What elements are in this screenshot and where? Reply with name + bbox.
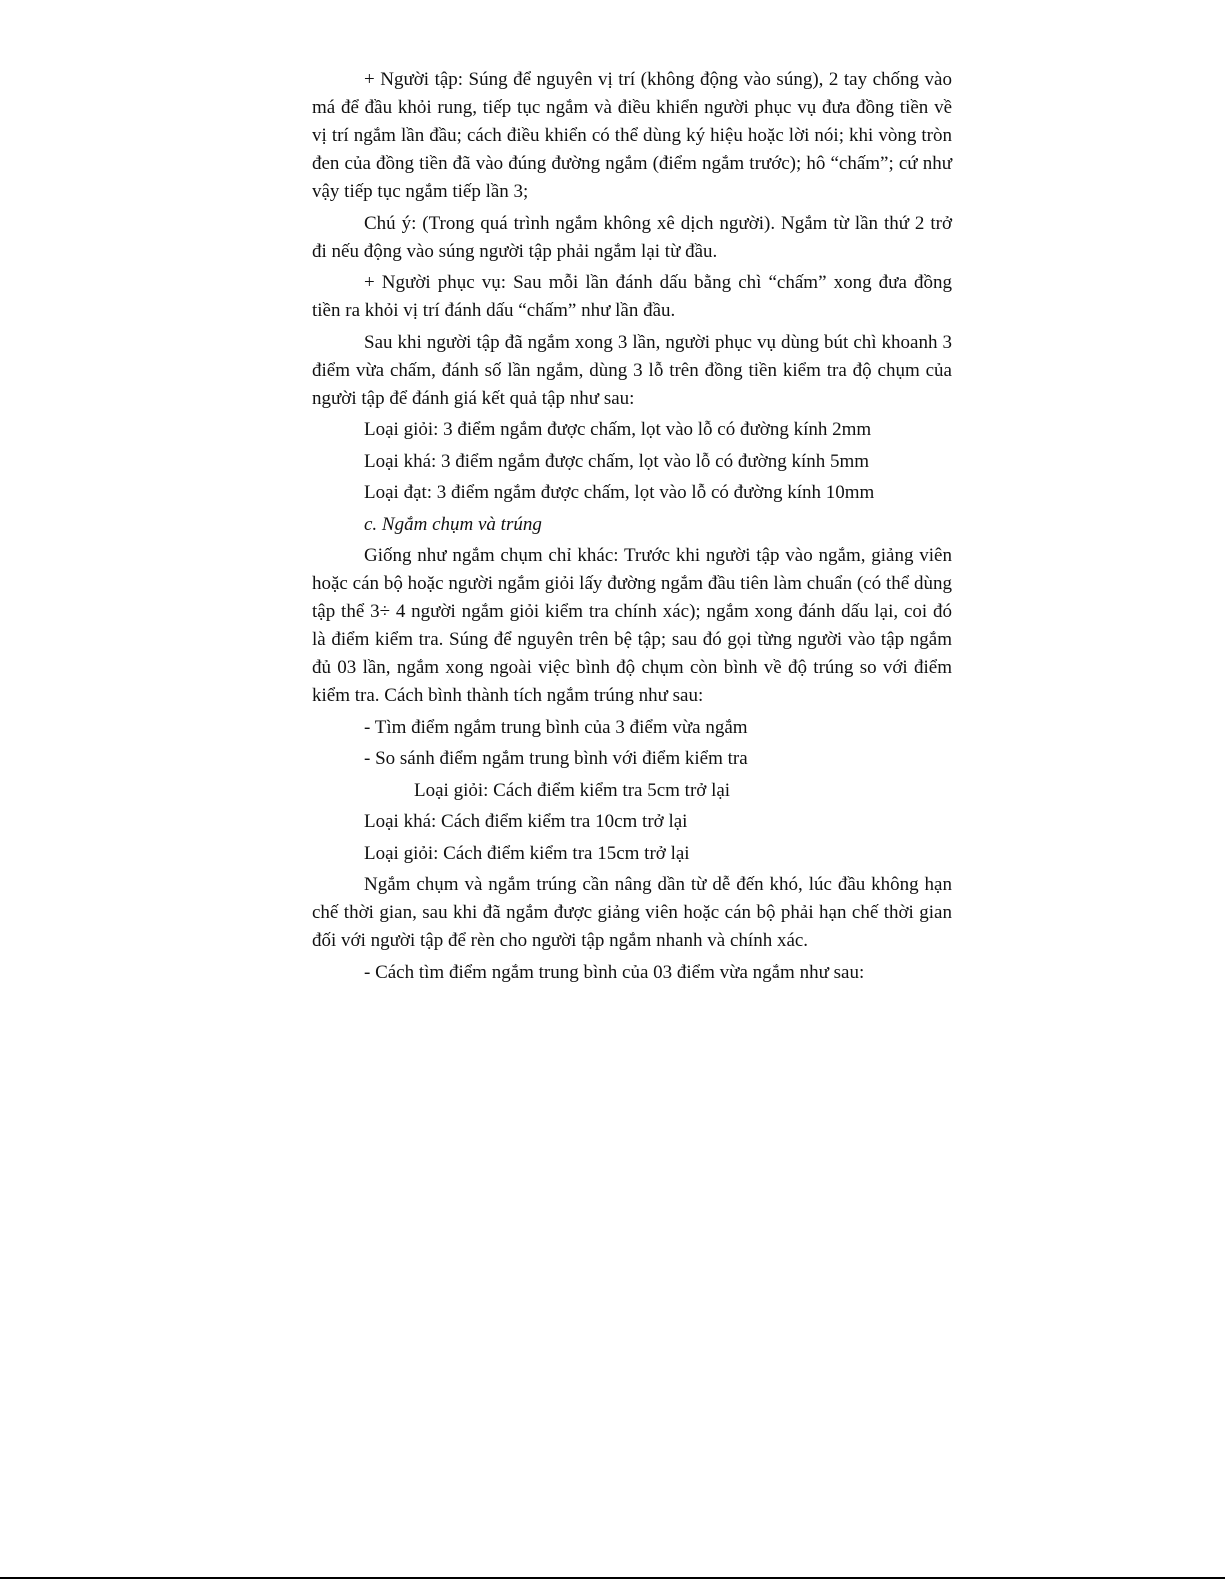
- grade-kha: Loại khá: 3 điểm ngắm được chấm, lọt vào lỗ có đường kính 5mm: [364, 450, 870, 472]
- section-heading: c. Ngắm chụm và trúng: [364, 513, 542, 535]
- list-item-tim-diem: - Tìm điểm ngắm trung bình của 3 điểm vừa ngắm: [364, 716, 748, 738]
- result-gioi-5cm: Loại giỏi: Cách điểm kiểm tra 5cm trở lại: [414, 779, 731, 801]
- grade-dat: Loại đạt: 3 điểm ngắm được chấm, lọt vào lỗ có đường kính 10mm: [364, 482, 875, 503]
- result-kha-10cm: Loại khá: Cách điểm kiểm tra 10cm trở lại: [364, 811, 688, 832]
- list-item-so-sanh: - So sánh điểm ngắm trung bình với điểm kiểm tra: [364, 748, 748, 769]
- result-gioi-15cm: Loại giỏi: Cách điểm kiểm tra 15cm trở lại: [364, 842, 690, 864]
- list-item-cach-tim: - Cách tìm điểm ngắm trung bình của 03 điểm vừa ngắm như sau:: [364, 961, 865, 983]
- bottom-border-line: [0, 1577, 1225, 1579]
- paragraph-ngam-chum-trung: Ngắm chụm và ngắm trúng cần nâng dần từ dễ đến khó, lúc đầu không hạn chế thời gian, sau khi đã ngắm được giảng viên hoặc cán bộ phải hạn chế thời gian đối với người tập để rèn cho người tập ngắm nhanh và chính xác.: [312, 874, 952, 951]
- document-body: [312, 66, 952, 990]
- grade-gioi: Loại giỏi: 3 điểm ngắm được chấm, lọt vào lỗ có đường kính 2mm: [364, 419, 872, 440]
- paragraph-giong-nhu: Giống như ngắm chụm chỉ khác: Trước khi người tập vào ngắm, giảng viên hoặc cán bộ hoặc người ngắm giỏi lấy đường ngắm đầu tiên làm chuẩn (có thể dùng tập thể 3÷ 4 người ngắm giỏi kiểm tra chính xác); ngắm xong đánh dấu lại, coi đó là điểm kiểm tra. Súng để nguyên trên bệ tập; sau đó gọi từng người vào tập ngắm đủ 03 lần, ngắm xong ngoài việc bình độ chụm còn bình về độ trúng so với điểm kiểm tra. Cách bình thành tích ngắm trúng như sau:: [312, 545, 952, 706]
- paragraph-nguoi-phuc-vu: + Người phục vụ: Sau mỗi lần đánh dấu bằng chì “chấm” xong đưa đồng tiền ra khỏi vị trí đánh dấu “chấm” như lần đầu.: [312, 272, 952, 321]
- paragraph-danh-gia: Sau khi người tập đã ngắm xong 3 lần, người phục vụ dùng bút chì khoanh 3 điểm vừa chấm, đánh số lần ngắm, dùng 3 lỗ trên đồng tiền kiểm tra độ chụm của người tập để đánh giá kết quả tập như sau:: [312, 331, 952, 409]
- paragraph-nguoi-tap: + Người tập: Súng để nguyên vị trí (không động vào súng), 2 tay chống vào má để đầu khỏi rung, tiếp tục ngắm và điều khiển người phục vụ đưa đồng tiền về vị trí ngắm lần đầu; cách điều khiển có thể dùng ký hiệu hoặc lời nói; khi vòng tròn đen của đồng tiền đã vào đúng đường ngắm (điểm ngắm trước); hô “chấm”; cứ như vậy tiếp tục ngắm tiếp lần 3;: [312, 69, 952, 202]
- paragraph-chu-y: Chú ý: (Trong quá trình ngắm không xê dịch người). Ngắm từ lần thứ 2 trở đi nếu động vào súng người tập phải ngắm lại từ đầu.: [312, 212, 952, 262]
